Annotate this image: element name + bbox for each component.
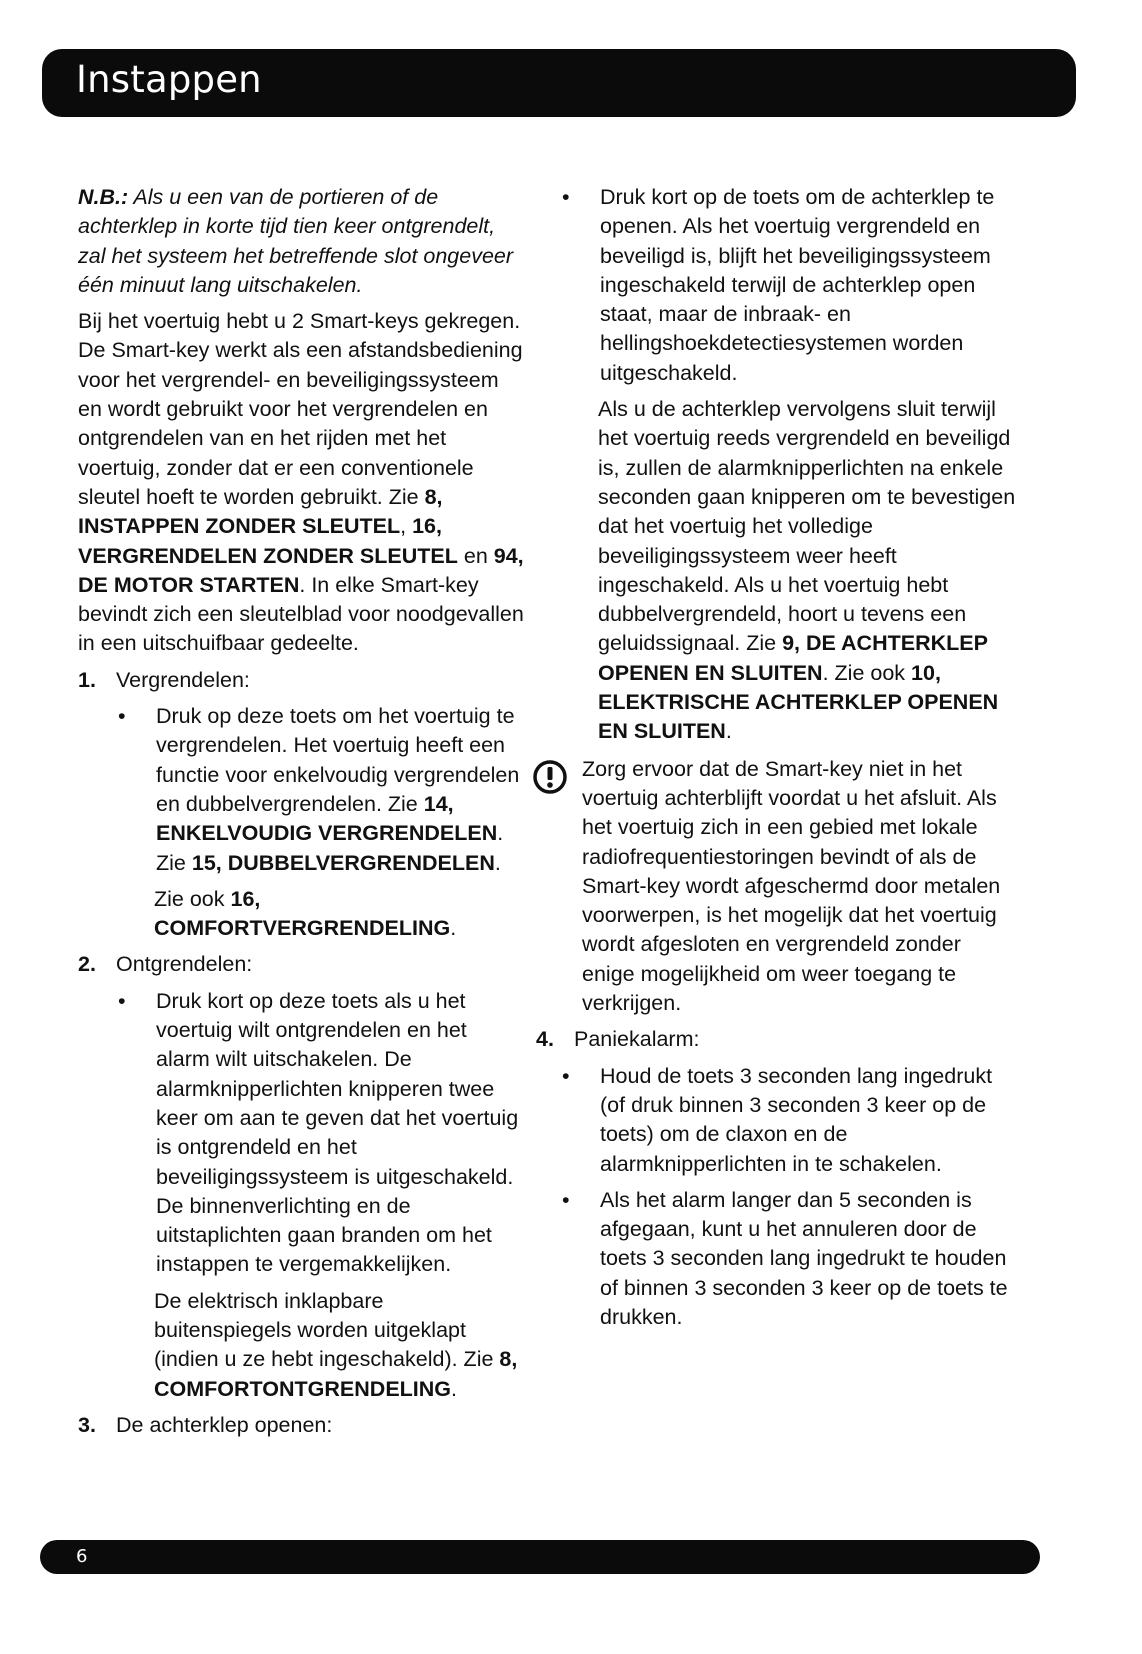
item-number: 1. <box>78 667 96 692</box>
item-label: Ontgrendelen: <box>116 952 253 977</box>
note-text: Als u een van de portieren of de achterklep in korte tijd tien keer ontgrendelt, zal het systeem het betreffende slot ongeveer één minuut lang uitschakelen. <box>78 185 514 297</box>
bullet-icon: • <box>562 185 570 209</box>
note-label: N.B.: <box>78 185 129 209</box>
ref-link[interactable]: 9, DE ACHTERKLEP OPENEN EN SLUITEN <box>598 631 988 685</box>
intro-paragraph <box>78 307 524 659</box>
bullet-text: Als het alarm langer dan 5 seconden is afgegaan, kunt u het annuleren door de toets 3 seconden lang ingedrukt te houden of binnen 3 seconden 3 keer op de toets te drukken. <box>600 1187 1008 1329</box>
right-column <box>536 183 1016 1339</box>
ref-link[interactable]: 16, VERGRENDELEN ZONDER SLEUTEL <box>78 514 458 568</box>
item-number: 2. <box>78 952 96 977</box>
bullet-item <box>116 702 524 878</box>
see-also: Zie ook 16, COMFORTVERGRENDELING. <box>154 886 457 941</box>
bullet-icon: • <box>562 1063 570 1088</box>
bullet-item <box>560 1186 1016 1332</box>
bullet-item <box>116 987 524 1280</box>
ref-link[interactable]: 15, DUBBELVERGRENDELEN <box>191 850 495 875</box>
bullet-text: Houd de toets 3 seconden lang ingedrukt (of druk binnen 3 seconden 3 keer op de toets) om de claxon en de alarmknipperlichten in te schakelen. <box>600 1063 993 1176</box>
bullet-icon: • <box>118 704 126 729</box>
ref-link[interactable]: 8, INSTAPPEN ZONDER SLEUTEL <box>78 484 443 539</box>
note-paragraph <box>78 183 524 300</box>
bullet-text: Druk op deze toets om het voertuig te vergrendelen. Het voertuig heeft een functie voor enkelvoudig vergrendelen en dubbelvergrendelen. Zie 14, ENKELVOUDIG VERGRENDELEN. Zie 15, DUBBELVERGRENDELEN. <box>156 704 520 875</box>
item-number: 3. <box>78 1412 96 1437</box>
bullet-item <box>560 1062 1016 1179</box>
warning-block <box>532 755 1016 1019</box>
bullet-icon: • <box>562 1187 570 1212</box>
ref-link[interactable]: 16, COMFORTVERGRENDELING <box>154 886 451 941</box>
bullet-icon: • <box>118 988 126 1013</box>
item-label: Paniekalarm: <box>574 1027 700 1052</box>
warning-text: Zorg ervoor dat de Smart-key niet in het voertuig achterblijft voordat u het afsluit. Als het voertuig zich in een gebied met lokale radiofrequentiestoringen bevindt of als de Smart-key wordt afgeschermd door metalen voorwerpen, is het mogelijk dat het voertuig wordt afgesloten en vergrendeld zonder enige mogelijkheid om weer toegang te verkrijgen. <box>582 756 1001 1016</box>
list-item-2 <box>78 950 524 979</box>
ref-link[interactable]: 8, COMFORTONTGRENDELING <box>154 1347 518 1401</box>
intro-text: . In elke Smart-key bevindt zich een sleutelblad voor noodgevallen in een uitschuifbaar gedeelte. <box>78 572 524 656</box>
footer-bar <box>40 1540 1040 1574</box>
ref-link[interactable]: 94, DE MOTOR STARTEN <box>78 543 524 597</box>
list-item-3 <box>78 1411 524 1440</box>
page-number: 6 <box>76 1546 88 1567</box>
bullet-text: Druk kort op de toets om de achterklep te openen. Als het voertuig vergrendeld en beveiligd is, blijft het beveiligingssysteem ingeschakeld terwijl de achterklep open staat, maar de inbraak- en hellingshoekdetectiesystemen worden uitgeschakeld. <box>600 185 995 385</box>
intro-text: en <box>463 543 488 568</box>
mirror-paragraph: De elektrisch inklapbare buitenspiegels worden uitgeklapt (indien u ze hebt ingeschakeld). Zie 8, COMFORTONTGRENDELING. <box>154 1288 518 1401</box>
ref-link[interactable]: 14, ENKELVOUDIG VERGRENDELEN <box>156 791 498 846</box>
ref-link[interactable]: 10, ELEKTRISCHE ACHTERKLEP OPENEN EN SLUITEN <box>598 660 999 744</box>
bullet-text: Druk kort op deze toets als u het voertuig wilt ontgrendelen en het alarm wilt uitschakelen. De alarmknipperlichten knipperen twee keer om aan te geven dat het voertuig is ontgrendeld en het beveiligingssysteem is uitgeschakeld. De binnenverlichting en de uitstaplichten gaan branden om het instappen te vergemakkelijken. <box>156 988 519 1277</box>
item-number: 4. <box>536 1027 554 1052</box>
warning-icon <box>532 755 582 1019</box>
left-column <box>78 183 524 1447</box>
list-item-4 <box>536 1025 1016 1054</box>
page-title: Instappen <box>76 58 262 101</box>
intro-text: , <box>400 514 407 539</box>
item-label: De achterklep openen: <box>116 1412 333 1437</box>
header-bar <box>42 49 1076 117</box>
tailgate-paragraph: Als u de achterklep vervolgens sluit terwijl het voertuig reeds vergrendeld en beveiligd is, zullen de alarmknipperlichten na enkele seconden gaan knipperen om te bevestigen dat het voertuig het volledige beveiligingssysteem weer heeft ingeschakeld. Als u het voertuig hebt dubbelvergrendeld, hoort u tevens een geluidssignaal. Zie 9, DE ACHTERKLEP OPENEN EN SLUITEN. Zie ook 10, ELEKTRISCHE ACHTERKLEP OPENEN EN SLUITEN. <box>598 397 1016 744</box>
list-item-1 <box>78 666 524 695</box>
intro-text: Bij het voertuig hebt u 2 Smart-keys gekregen. De Smart-key werkt als een afstandsbediening voor het vergrendel- en beveiligingssysteem en wordt gebruikt voor het vergrendelen en ontgrendelen van en het rijden met het voertuig, zonder dat er een conventionele sleutel hoeft te worden gebruikt. Zie <box>78 309 523 509</box>
bullet-item <box>560 183 1016 388</box>
item-label: Vergrendelen: <box>116 667 250 692</box>
